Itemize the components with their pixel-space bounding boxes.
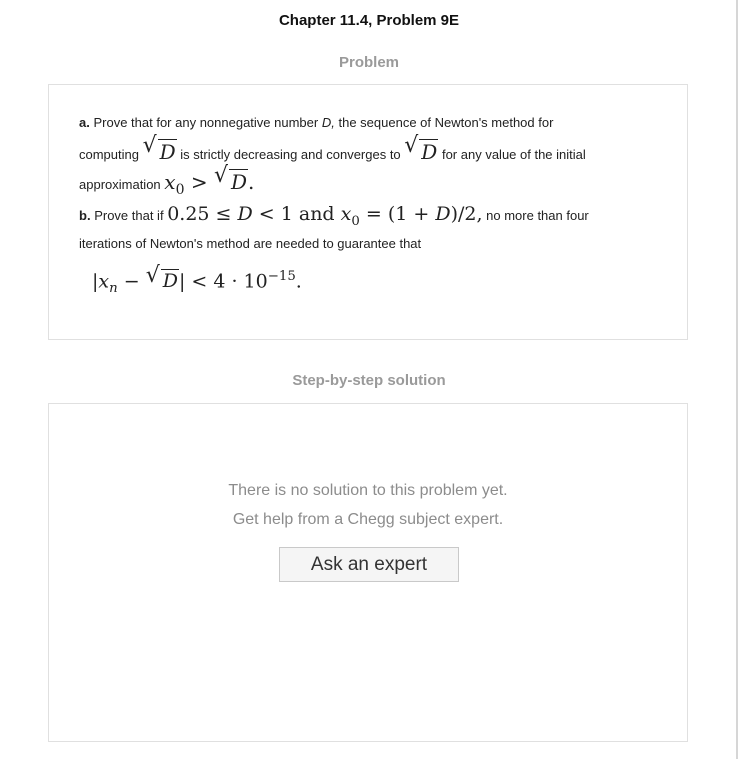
sqrt-d-bound xyxy=(213,163,248,194)
part-b-line-2 xyxy=(79,236,421,251)
sqrt-d-inequality xyxy=(145,263,179,293)
part-b-text-1: Prove that if xyxy=(94,208,164,223)
radical-sign: √ xyxy=(142,133,157,158)
problem-box xyxy=(48,84,688,340)
abs-close-bound: | < 4 · 10 xyxy=(178,270,268,293)
sqrt-radicand: D xyxy=(159,140,176,164)
abs-open: | xyxy=(92,270,99,293)
get-help-message: Get help from a Chegg subject expert. xyxy=(232,511,504,528)
part-a-text-4: is strictly decreasing and converges to xyxy=(180,147,401,162)
x-variable: x xyxy=(164,170,176,194)
radical-sign: √ xyxy=(145,263,160,289)
part-b-condition xyxy=(167,203,483,229)
exponent: −15 xyxy=(267,269,296,284)
solution-heading: Step-by-step solution xyxy=(292,372,446,389)
sqrt-radicand: D xyxy=(421,140,438,164)
greater-than: > xyxy=(184,170,214,194)
x-variable: x xyxy=(98,270,110,293)
cond-d2: D xyxy=(435,203,451,225)
cond-eq: = (1 + xyxy=(359,203,436,225)
ask-expert-button[interactable]: Ask an expert xyxy=(279,547,459,582)
part-a-text-2: the sequence of Newton's method for xyxy=(338,115,554,130)
part-b-label: b. xyxy=(79,208,91,223)
chapter-title: Chapter 11.4, Problem 9E xyxy=(278,12,460,29)
sqrt-d-expression xyxy=(142,133,177,164)
radical-sign: √ xyxy=(404,133,419,158)
part-a-line-3 xyxy=(79,163,255,198)
initial-approximation-condition xyxy=(164,163,255,198)
x-variable: x xyxy=(340,203,352,225)
cond-upper: < 1 xyxy=(252,203,293,225)
part-b-line-1 xyxy=(79,203,589,229)
error-bound-inequality xyxy=(92,263,302,297)
sqrt-d-limit xyxy=(404,133,438,164)
period: . xyxy=(295,270,302,293)
sqrt-radicand: D xyxy=(230,170,248,194)
sqrt-radicand: D xyxy=(162,270,178,293)
part-b-text-2: no more than four xyxy=(486,208,589,223)
x-subscript: 0 xyxy=(175,182,185,198)
cond-d: D xyxy=(237,203,253,225)
part-a-text-5: for any value of the initial xyxy=(441,147,586,162)
minus-sign: − xyxy=(117,270,146,293)
radical-sign: √ xyxy=(213,163,228,188)
x-subscript: 0 xyxy=(351,213,360,229)
part-a-text-6: approximation xyxy=(79,177,161,192)
part-a-line-2 xyxy=(79,133,586,164)
part-a-line-1 xyxy=(79,115,553,130)
part-a-text-3: computing xyxy=(79,147,139,162)
part-a-label: a. xyxy=(79,115,90,130)
cond-end: )/2, xyxy=(450,203,483,225)
n-subscript: n xyxy=(109,281,118,297)
part-a-var-d: D, xyxy=(321,115,335,130)
period: . xyxy=(248,170,255,194)
solution-box xyxy=(48,403,688,742)
no-solution-message: There is no solution to this problem yet. xyxy=(228,482,508,499)
problem-heading: Problem xyxy=(338,54,399,71)
cond-and: and xyxy=(292,203,341,225)
part-a-text-1: Prove that for any nonnegative number xyxy=(93,115,319,130)
part-b-text-3: iterations of Newton's method are needed to guarantee that xyxy=(79,236,422,251)
cond-lower: 0.25 ≤ xyxy=(167,203,238,225)
